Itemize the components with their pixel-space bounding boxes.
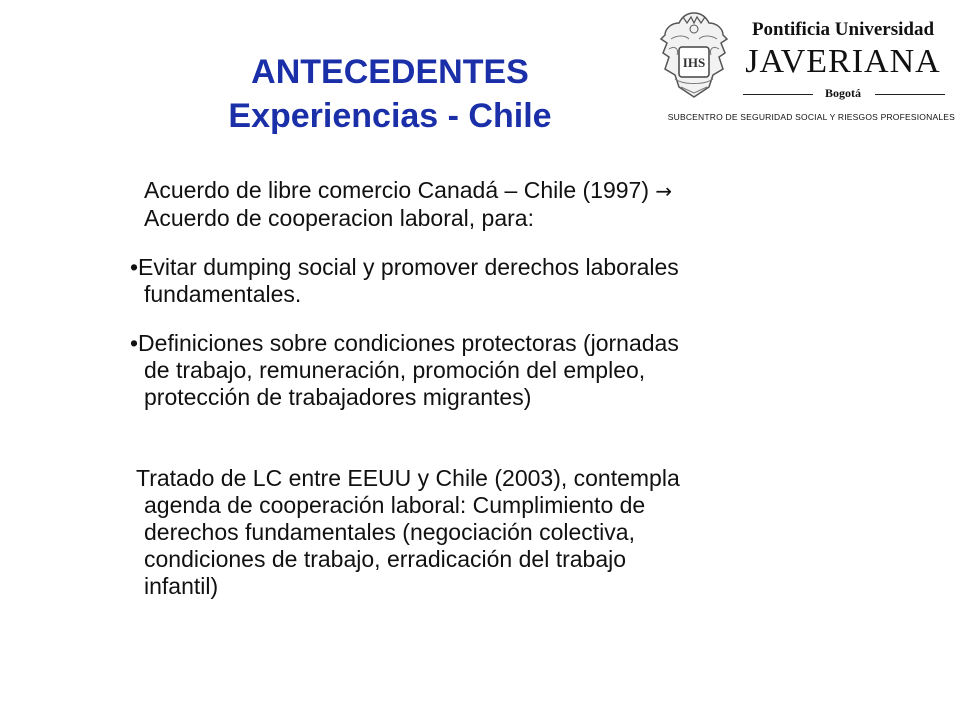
city-label: Bogotá (825, 86, 861, 100)
crest-icon (655, 9, 733, 101)
divider-right (875, 94, 945, 95)
p2-line-2: fundamentales. (144, 281, 302, 307)
p1-line-2: Acuerdo de cooperacion laboral, para: (144, 205, 534, 231)
p4-line-3: derechos fundamentales (negociación colectiva, (144, 519, 635, 545)
title-line-1: ANTECEDENTES (251, 53, 529, 91)
p2-line-1: •Evitar dumping social y promover derechos laborales (130, 254, 679, 280)
arrow-right-icon: → (655, 179, 673, 203)
p4-line-1: Tratado de LC entre EEUU y Chile (2003), contempla (136, 465, 680, 491)
paragraph-eeuu-chile (130, 465, 920, 600)
university-name-main: JAVERIANA (745, 43, 941, 80)
p4-line-4: condiciones de trabajo, erradicación del trabajo (144, 546, 627, 572)
p3-line-1: •Definiciones sobre condiciones protectoras (jornadas (130, 330, 679, 356)
city-row (735, 86, 951, 102)
p4-line-5: infantil) (144, 573, 219, 599)
crest-letters: IHS (682, 55, 706, 70)
title-line-2: Experiencias - Chile (228, 97, 552, 135)
slide-title (150, 50, 630, 138)
p3-line-3: protección de trabajadores migrantes) (144, 384, 532, 410)
p1-line-1: Acuerdo de libre comercio Canadá – Chile (1997) (144, 177, 650, 203)
slide-body (130, 177, 920, 600)
bullet-dumping-social (130, 254, 920, 308)
paragraph-canada-chile (130, 177, 920, 232)
bullet-definiciones (130, 330, 920, 411)
p4-line-2: agenda de cooperación laboral: Cumplimiento de (144, 492, 646, 518)
subcentro-label: SUBCENTRO DE SEGURIDAD SOCIAL Y RIESGOS PROFESIONALES (667, 112, 955, 122)
university-name-top: Pontificia Universidad (751, 19, 935, 40)
p3-line-2: de trabajo, remuneración, promoción del empleo, (144, 357, 646, 383)
university-logo (655, 5, 955, 125)
